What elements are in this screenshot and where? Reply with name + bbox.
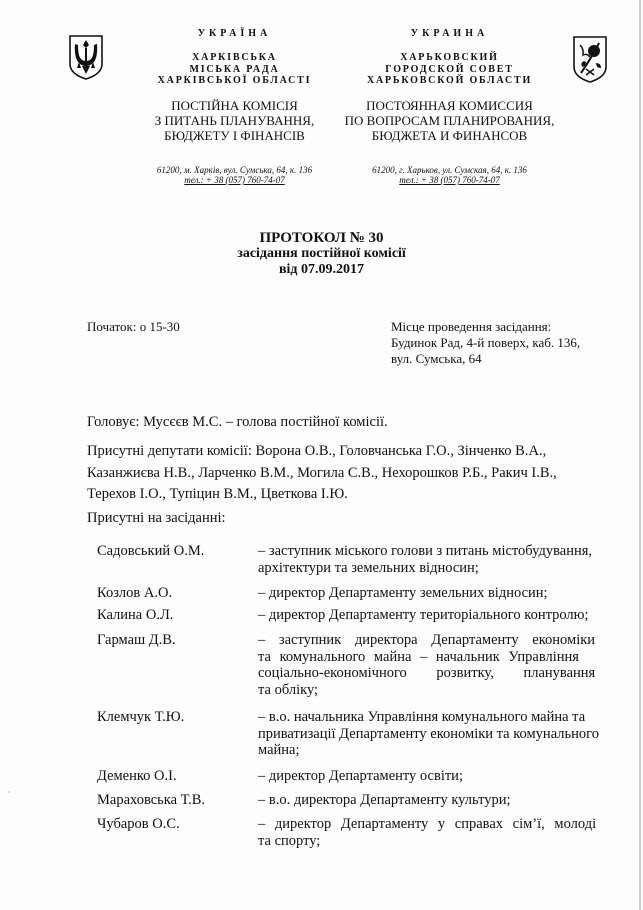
attendee-role: – директор Департаменту у справах сім’ї, молоді та спорту; bbox=[258, 816, 597, 849]
attendee-role: – в.о. директора Департаменту культури; bbox=[258, 792, 511, 808]
attendee-name: Садовський О.М. bbox=[97, 543, 205, 559]
attendee-name: Гармаш Д.В. bbox=[97, 632, 176, 648]
attendee-name: Козлов А.О. bbox=[97, 585, 173, 601]
attendee-name: Калина О.Л. bbox=[97, 607, 174, 623]
attendee-name: Чубаров О.С. bbox=[97, 816, 180, 832]
attendees-heading: Присутні на засіданні: bbox=[87, 510, 226, 526]
ukraine-trident-emblem-icon bbox=[68, 34, 104, 85]
attendee-role: – директор Департаменту територіального контролю; bbox=[258, 607, 589, 623]
attendee-role: – заступник міського голови з питань містобудування, архітектури та земельних відносин; bbox=[258, 543, 593, 576]
country-name: УКРАИНА bbox=[410, 28, 489, 39]
scan-edge bbox=[639, 0, 641, 910]
protocol-title-block bbox=[0, 230, 643, 278]
protocol-date: від 07.09.2017 bbox=[278, 262, 365, 277]
attendee-role: – в.о. начальника Управління комунального майна та приватизації Департаменту економіки та комунального майна; bbox=[258, 709, 599, 758]
attendee-name: Мараховська Т.В. bbox=[97, 792, 205, 808]
committee-name: ПОСТОЯННАЯ КОМИССИЯ ПО ВОПРОСАМ ПЛАНИРОВАНИЯ, БЮДЖЕТА И ФИНАНСОВ bbox=[344, 97, 555, 143]
contact-address: 61200, м. Харків, вул. Сумська, 64, к. 136 тел.: + 38 (057) 760-74-07 bbox=[122, 165, 347, 186]
scan-mark: · bbox=[8, 788, 11, 797]
attendee-role: – директор Департаменту земельних відносин; bbox=[258, 585, 548, 601]
attendee-name: Клемчук Т.Ю. bbox=[97, 709, 185, 725]
council-name: ХАРЬКОВСКИЙ ГОРОДСКОЙ СОВЕТ ХАРЬКОВСКОЙ ОБЛАСТИ bbox=[366, 52, 533, 86]
header-russian bbox=[337, 28, 562, 186]
chairperson-line: Головує: Мусєєв М.С. – голова постійної комісії. bbox=[87, 414, 388, 430]
protocol-subtitle: засідання постійної комісії bbox=[237, 246, 406, 261]
protocol-title: ПРОТОКОЛ № 30 bbox=[259, 230, 384, 246]
header-ukrainian bbox=[122, 28, 347, 186]
attendee-role: – директор Департаменту освіти; bbox=[258, 768, 463, 784]
meeting-start-time: Початок: о 15-30 bbox=[87, 319, 180, 334]
attendee-role: – заступник директора Департаменту економіки та комунального майна – начальник Управління соціально-економічного розвитку, планування та обліку; bbox=[258, 632, 596, 698]
contact-phone: тел.: + 38 (057) 760-74-07 bbox=[184, 175, 285, 185]
meeting-venue: Місце проведення засідання: Будинок Рад, 4-й поверх, каб. 136, вул. Сумська, 64 bbox=[391, 319, 581, 366]
attendee-name: Деменко О.І. bbox=[97, 768, 177, 784]
present-deputies: Присутні депутати комісії: Ворона О.В., Головчанська Г.О., Зінченко В.А., Казанжиєва Н.В., Ларченко В.М., Могила С.В., Нехорошков Р.Б., Ракич І.В., Терехов І.О., Тупіцин В.М., Цветкова І.Ю. bbox=[87, 443, 557, 502]
contact-phone: тел.: + 38 (057) 760-74-07 bbox=[399, 175, 500, 185]
country-name: УКРАЇНА bbox=[197, 28, 272, 39]
committee-name: ПОСТІЙНА КОМІСІЯ З ПИТАНЬ ПЛАНУВАННЯ, БЮДЖЕТУ І ФІНАНСІВ bbox=[154, 97, 315, 143]
contact-address: 61200, г. Харьков, ул. Сумская, 64, к. 136 тел.: + 38 (057) 760-74-07 bbox=[337, 165, 562, 186]
council-name: ХАРКІВСЬКА МІСЬКА РАДА ХАРКІВСЬКОЇ ОБЛАСТІ bbox=[157, 52, 312, 86]
kharkiv-coat-of-arms-icon bbox=[572, 35, 608, 88]
